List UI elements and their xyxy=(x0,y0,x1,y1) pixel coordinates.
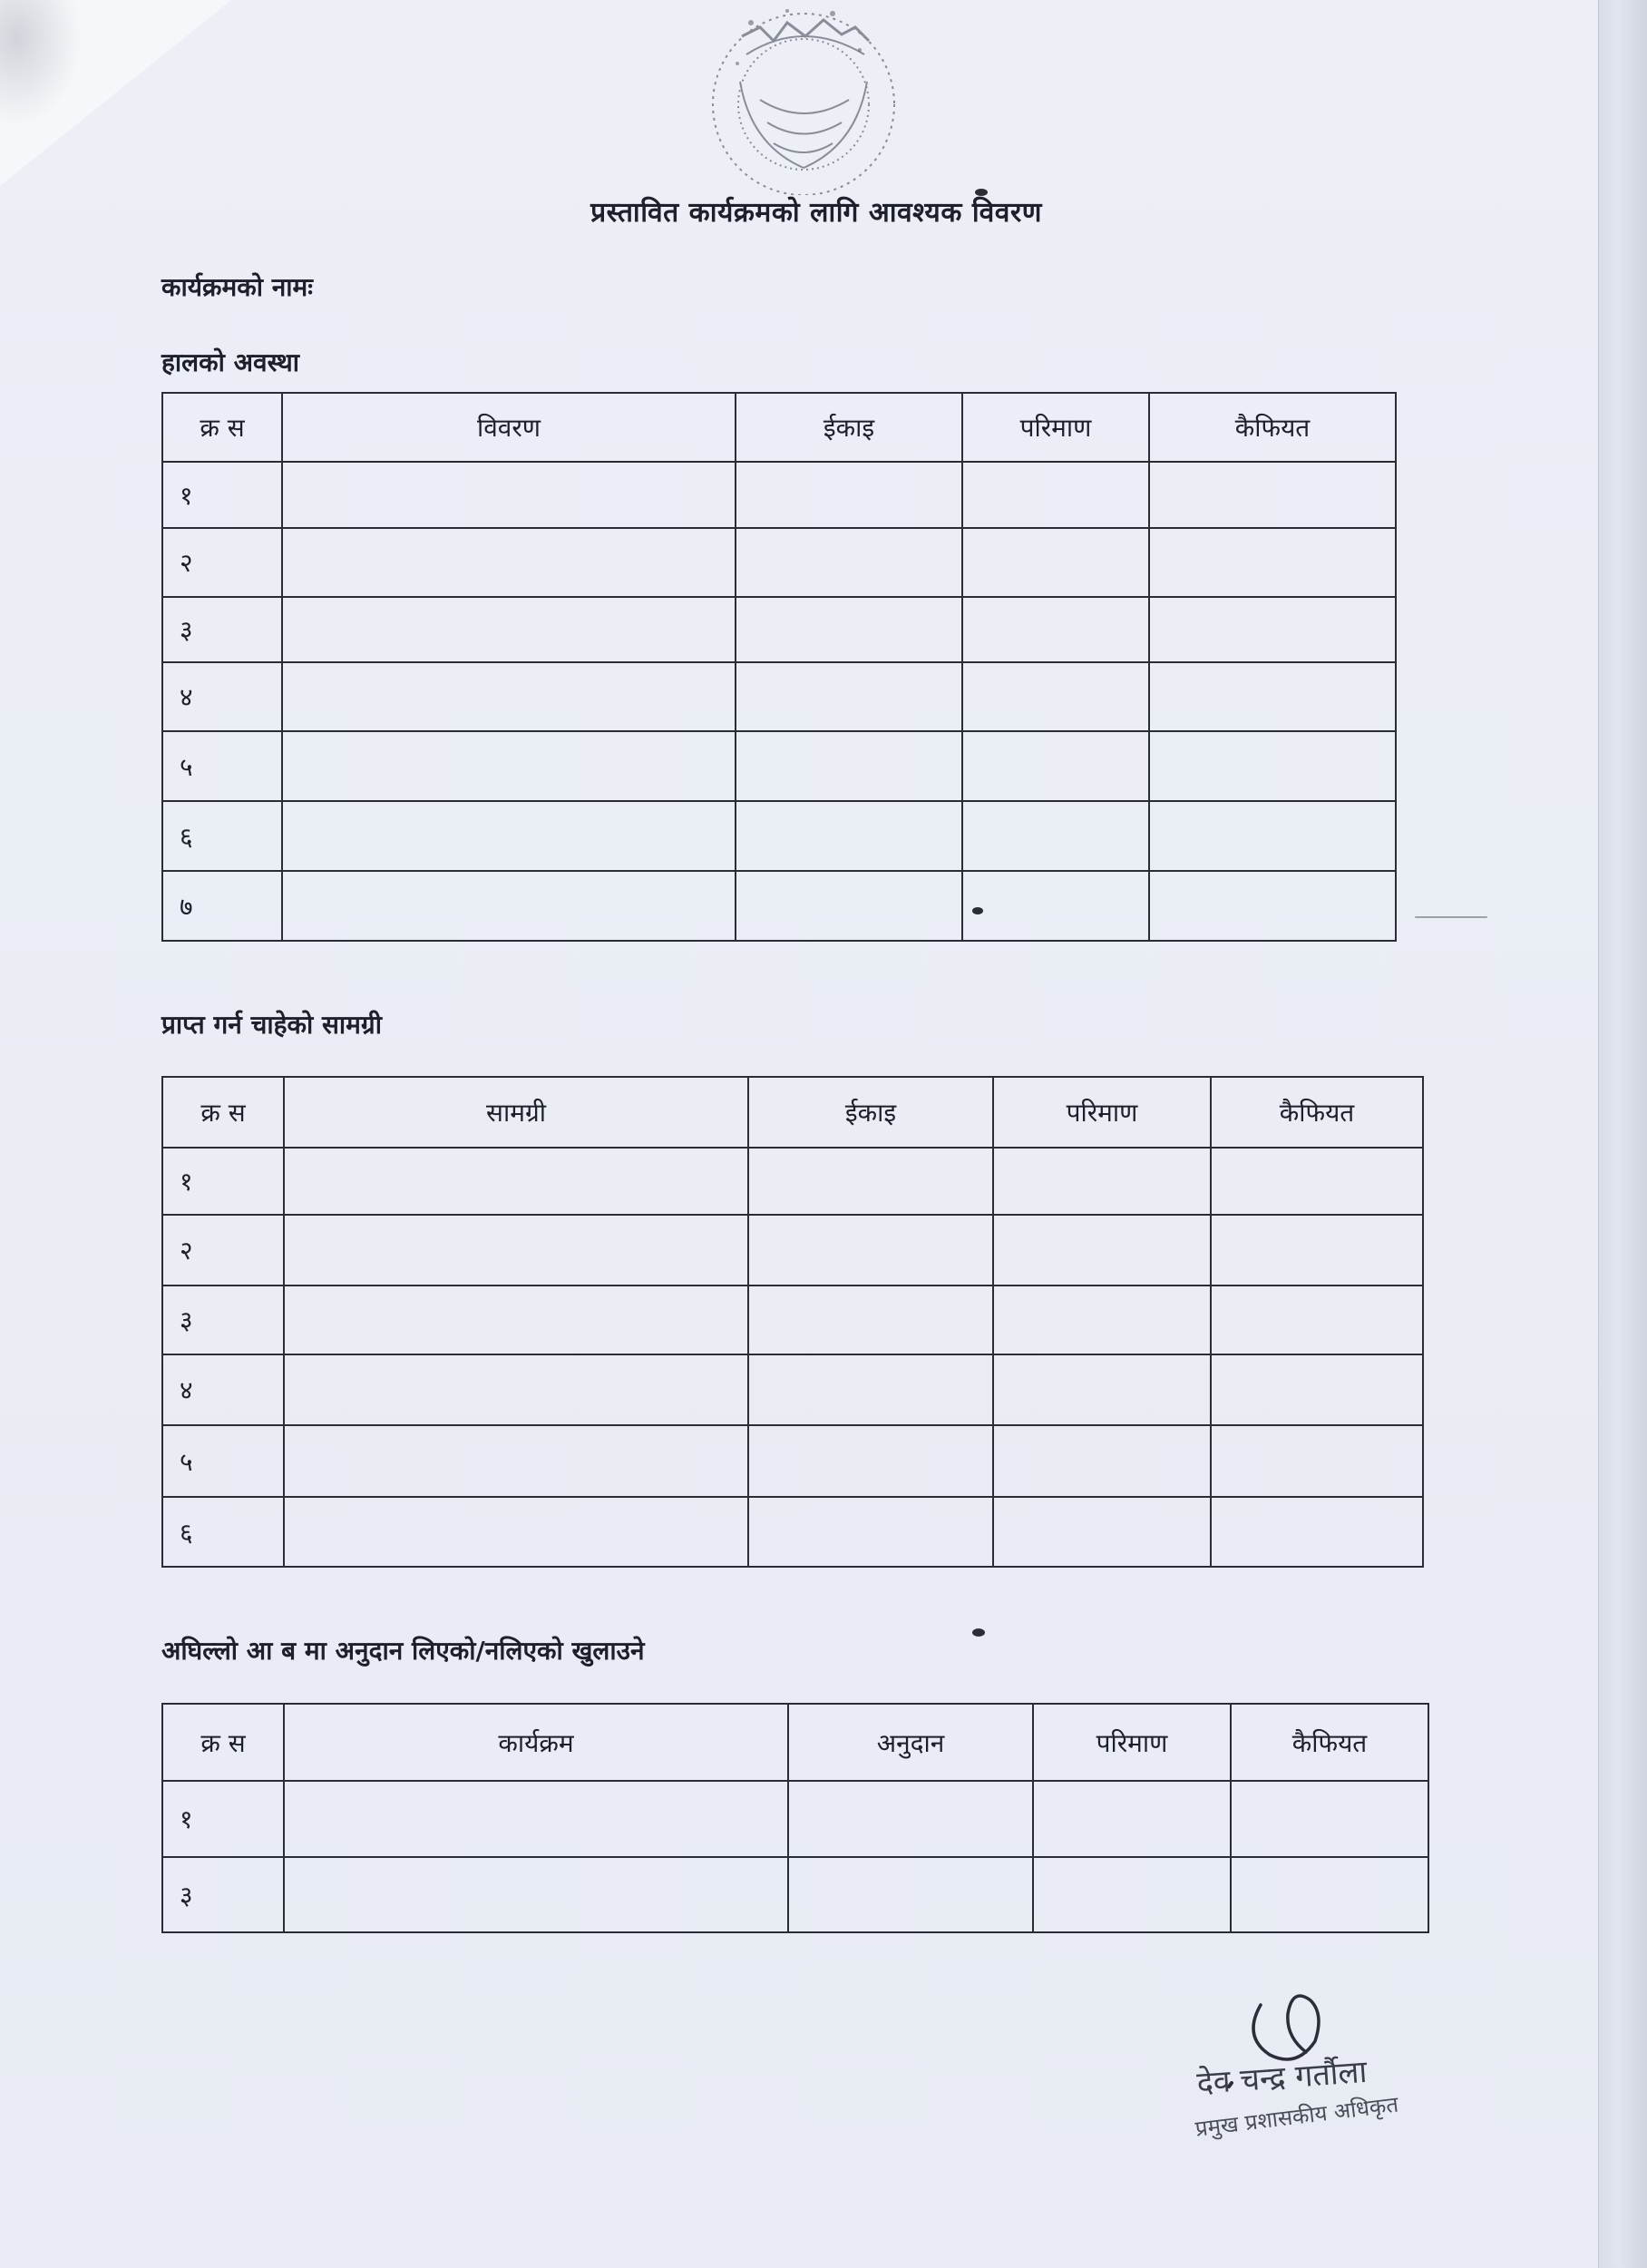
serial-cell: १ xyxy=(162,462,282,528)
program-cell[interactable] xyxy=(284,1857,788,1932)
col-header-remarks: कैफियत xyxy=(1231,1704,1428,1781)
col-header-quantity: परिमाण xyxy=(1033,1704,1231,1781)
signatory-name: देव चन्द्र गर्तौला xyxy=(1195,2053,1369,2102)
col-header-serial: क्र स xyxy=(162,393,282,462)
remarks-cell[interactable] xyxy=(1149,871,1396,941)
signatory-title: प्रमुख प्रशासकीय अधिकृत xyxy=(1194,2091,1400,2142)
unit-cell[interactable] xyxy=(748,1497,993,1567)
material-cell[interactable] xyxy=(284,1148,748,1215)
quantity-cell[interactable] xyxy=(962,801,1149,871)
unit-cell[interactable] xyxy=(736,731,962,801)
table-row xyxy=(162,597,1396,662)
col-header-grant: अनुदान xyxy=(788,1704,1033,1781)
corner-shadow xyxy=(0,0,82,127)
current-status-heading: हालको अवस्था xyxy=(161,347,300,377)
material-cell[interactable] xyxy=(284,1354,748,1425)
unit-cell[interactable] xyxy=(736,462,962,528)
col-header-serial: क्र स xyxy=(162,1077,284,1148)
serial-cell: ४ xyxy=(162,662,282,731)
remarks-cell[interactable] xyxy=(1211,1354,1423,1425)
serial-cell: २ xyxy=(162,528,282,597)
remarks-cell[interactable] xyxy=(1149,662,1396,731)
quantity-cell[interactable] xyxy=(962,462,1149,528)
current-status-table xyxy=(161,392,1397,942)
remarks-cell[interactable] xyxy=(1149,528,1396,597)
remarks-cell[interactable] xyxy=(1211,1286,1423,1354)
table-row xyxy=(162,462,1396,528)
table-row xyxy=(162,1781,1428,1857)
material-cell[interactable] xyxy=(284,1286,748,1354)
col-header-unit: ईकाइ xyxy=(748,1077,993,1148)
unit-cell[interactable] xyxy=(748,1354,993,1425)
remarks-cell[interactable] xyxy=(1231,1781,1428,1857)
serial-cell: ६ xyxy=(162,1497,284,1567)
material-cell[interactable] xyxy=(284,1215,748,1286)
program-cell[interactable] xyxy=(284,1781,788,1857)
description-cell[interactable] xyxy=(282,731,736,801)
serial-cell: ६ xyxy=(162,801,282,871)
col-header-description: विवरण xyxy=(282,393,736,462)
page-title: प्रस्तावित कार्यक्रमको लागि आवश्यक विवरण xyxy=(590,197,1042,229)
serial-cell: ३ xyxy=(162,597,282,662)
unit-cell[interactable] xyxy=(736,801,962,871)
remarks-cell[interactable] xyxy=(1211,1497,1423,1567)
table-header-row xyxy=(162,1077,1423,1148)
unit-cell[interactable] xyxy=(736,597,962,662)
col-header-quantity: परिमाण xyxy=(962,393,1149,462)
material-cell[interactable] xyxy=(284,1497,748,1567)
materials-heading: प्राप्त गर्न चाहेको सामग्री xyxy=(161,1010,382,1040)
description-cell[interactable] xyxy=(282,462,736,528)
table-row xyxy=(162,1215,1423,1286)
col-header-program: कार्यक्रम xyxy=(284,1704,788,1781)
quantity-cell[interactable] xyxy=(962,528,1149,597)
table-row xyxy=(162,1497,1423,1567)
description-cell[interactable] xyxy=(282,801,736,871)
unit-cell[interactable] xyxy=(736,528,962,597)
ink-speck xyxy=(972,1628,985,1637)
unit-cell[interactable] xyxy=(736,871,962,941)
table-header-row xyxy=(162,1704,1428,1781)
table-row xyxy=(162,662,1396,731)
grant-cell[interactable] xyxy=(788,1857,1033,1932)
col-header-remarks: कैफियत xyxy=(1149,393,1396,462)
previous-grant-heading: अघिल्लो आ ब मा अनुदान लिएको/नलिएको खुलाउने xyxy=(161,1636,645,1666)
col-header-remarks: कैफियत xyxy=(1211,1077,1423,1148)
serial-cell: ५ xyxy=(162,1425,284,1497)
unit-cell[interactable] xyxy=(748,1148,993,1215)
serial-cell: ७ xyxy=(162,871,282,941)
table-row xyxy=(162,1857,1428,1932)
previous-grant-table xyxy=(161,1703,1429,1933)
table-row xyxy=(162,871,1396,941)
program-name-label: कार्यक्रमको नामः xyxy=(161,272,313,302)
ink-streak xyxy=(1415,916,1487,918)
serial-cell: ३ xyxy=(162,1857,284,1932)
table-header-row xyxy=(162,393,1396,462)
serial-cell: १ xyxy=(162,1148,284,1215)
col-header-serial: क्र स xyxy=(162,1704,284,1781)
col-header-material: सामग्री xyxy=(284,1077,748,1148)
table-row xyxy=(162,1425,1423,1497)
table-row xyxy=(162,1286,1423,1354)
unit-cell[interactable] xyxy=(748,1286,993,1354)
remarks-cell[interactable] xyxy=(1231,1857,1428,1932)
ink-speck xyxy=(975,189,988,196)
grant-cell[interactable] xyxy=(788,1781,1033,1857)
description-cell[interactable] xyxy=(282,597,736,662)
quantity-cell[interactable] xyxy=(962,662,1149,731)
official-seal xyxy=(697,0,905,195)
unit-cell[interactable] xyxy=(748,1215,993,1286)
quantity-cell[interactable] xyxy=(993,1497,1211,1567)
serial-cell: १ xyxy=(162,1781,284,1857)
paper-edge xyxy=(1598,0,1647,2268)
quantity-cell[interactable] xyxy=(993,1425,1211,1497)
remarks-cell[interactable] xyxy=(1149,597,1396,662)
col-header-quantity: परिमाण xyxy=(993,1077,1211,1148)
serial-cell: ४ xyxy=(162,1354,284,1425)
table-row xyxy=(162,1148,1423,1215)
serial-cell: ३ xyxy=(162,1286,284,1354)
remarks-cell[interactable] xyxy=(1149,731,1396,801)
col-header-unit: ईकाइ xyxy=(736,393,962,462)
remarks-cell[interactable] xyxy=(1211,1425,1423,1497)
unit-cell[interactable] xyxy=(748,1425,993,1497)
quantity-cell[interactable] xyxy=(962,871,1149,941)
quantity-cell[interactable] xyxy=(962,731,1149,801)
quantity-cell[interactable] xyxy=(1033,1857,1231,1932)
remarks-cell[interactable] xyxy=(1211,1148,1423,1215)
table-row xyxy=(162,801,1396,871)
serial-cell: ५ xyxy=(162,731,282,801)
materials-table xyxy=(161,1076,1424,1568)
description-cell[interactable] xyxy=(282,662,736,731)
description-cell[interactable] xyxy=(282,528,736,597)
table-row xyxy=(162,528,1396,597)
material-cell[interactable] xyxy=(284,1425,748,1497)
table-row xyxy=(162,1354,1423,1425)
serial-cell: २ xyxy=(162,1215,284,1286)
unit-cell[interactable] xyxy=(736,662,962,731)
description-cell[interactable] xyxy=(282,871,736,941)
remarks-cell[interactable] xyxy=(1149,801,1396,871)
table-row xyxy=(162,731,1396,801)
quantity-cell[interactable] xyxy=(993,1286,1211,1354)
quantity-cell[interactable] xyxy=(962,597,1149,662)
seal-emblem-icon xyxy=(697,0,905,195)
remarks-cell[interactable] xyxy=(1211,1215,1423,1286)
quantity-cell[interactable] xyxy=(993,1215,1211,1286)
ink-speck xyxy=(972,907,983,914)
remarks-cell[interactable] xyxy=(1149,462,1396,528)
quantity-cell[interactable] xyxy=(993,1148,1211,1215)
quantity-cell[interactable] xyxy=(1033,1781,1231,1857)
quantity-cell[interactable] xyxy=(993,1354,1211,1425)
